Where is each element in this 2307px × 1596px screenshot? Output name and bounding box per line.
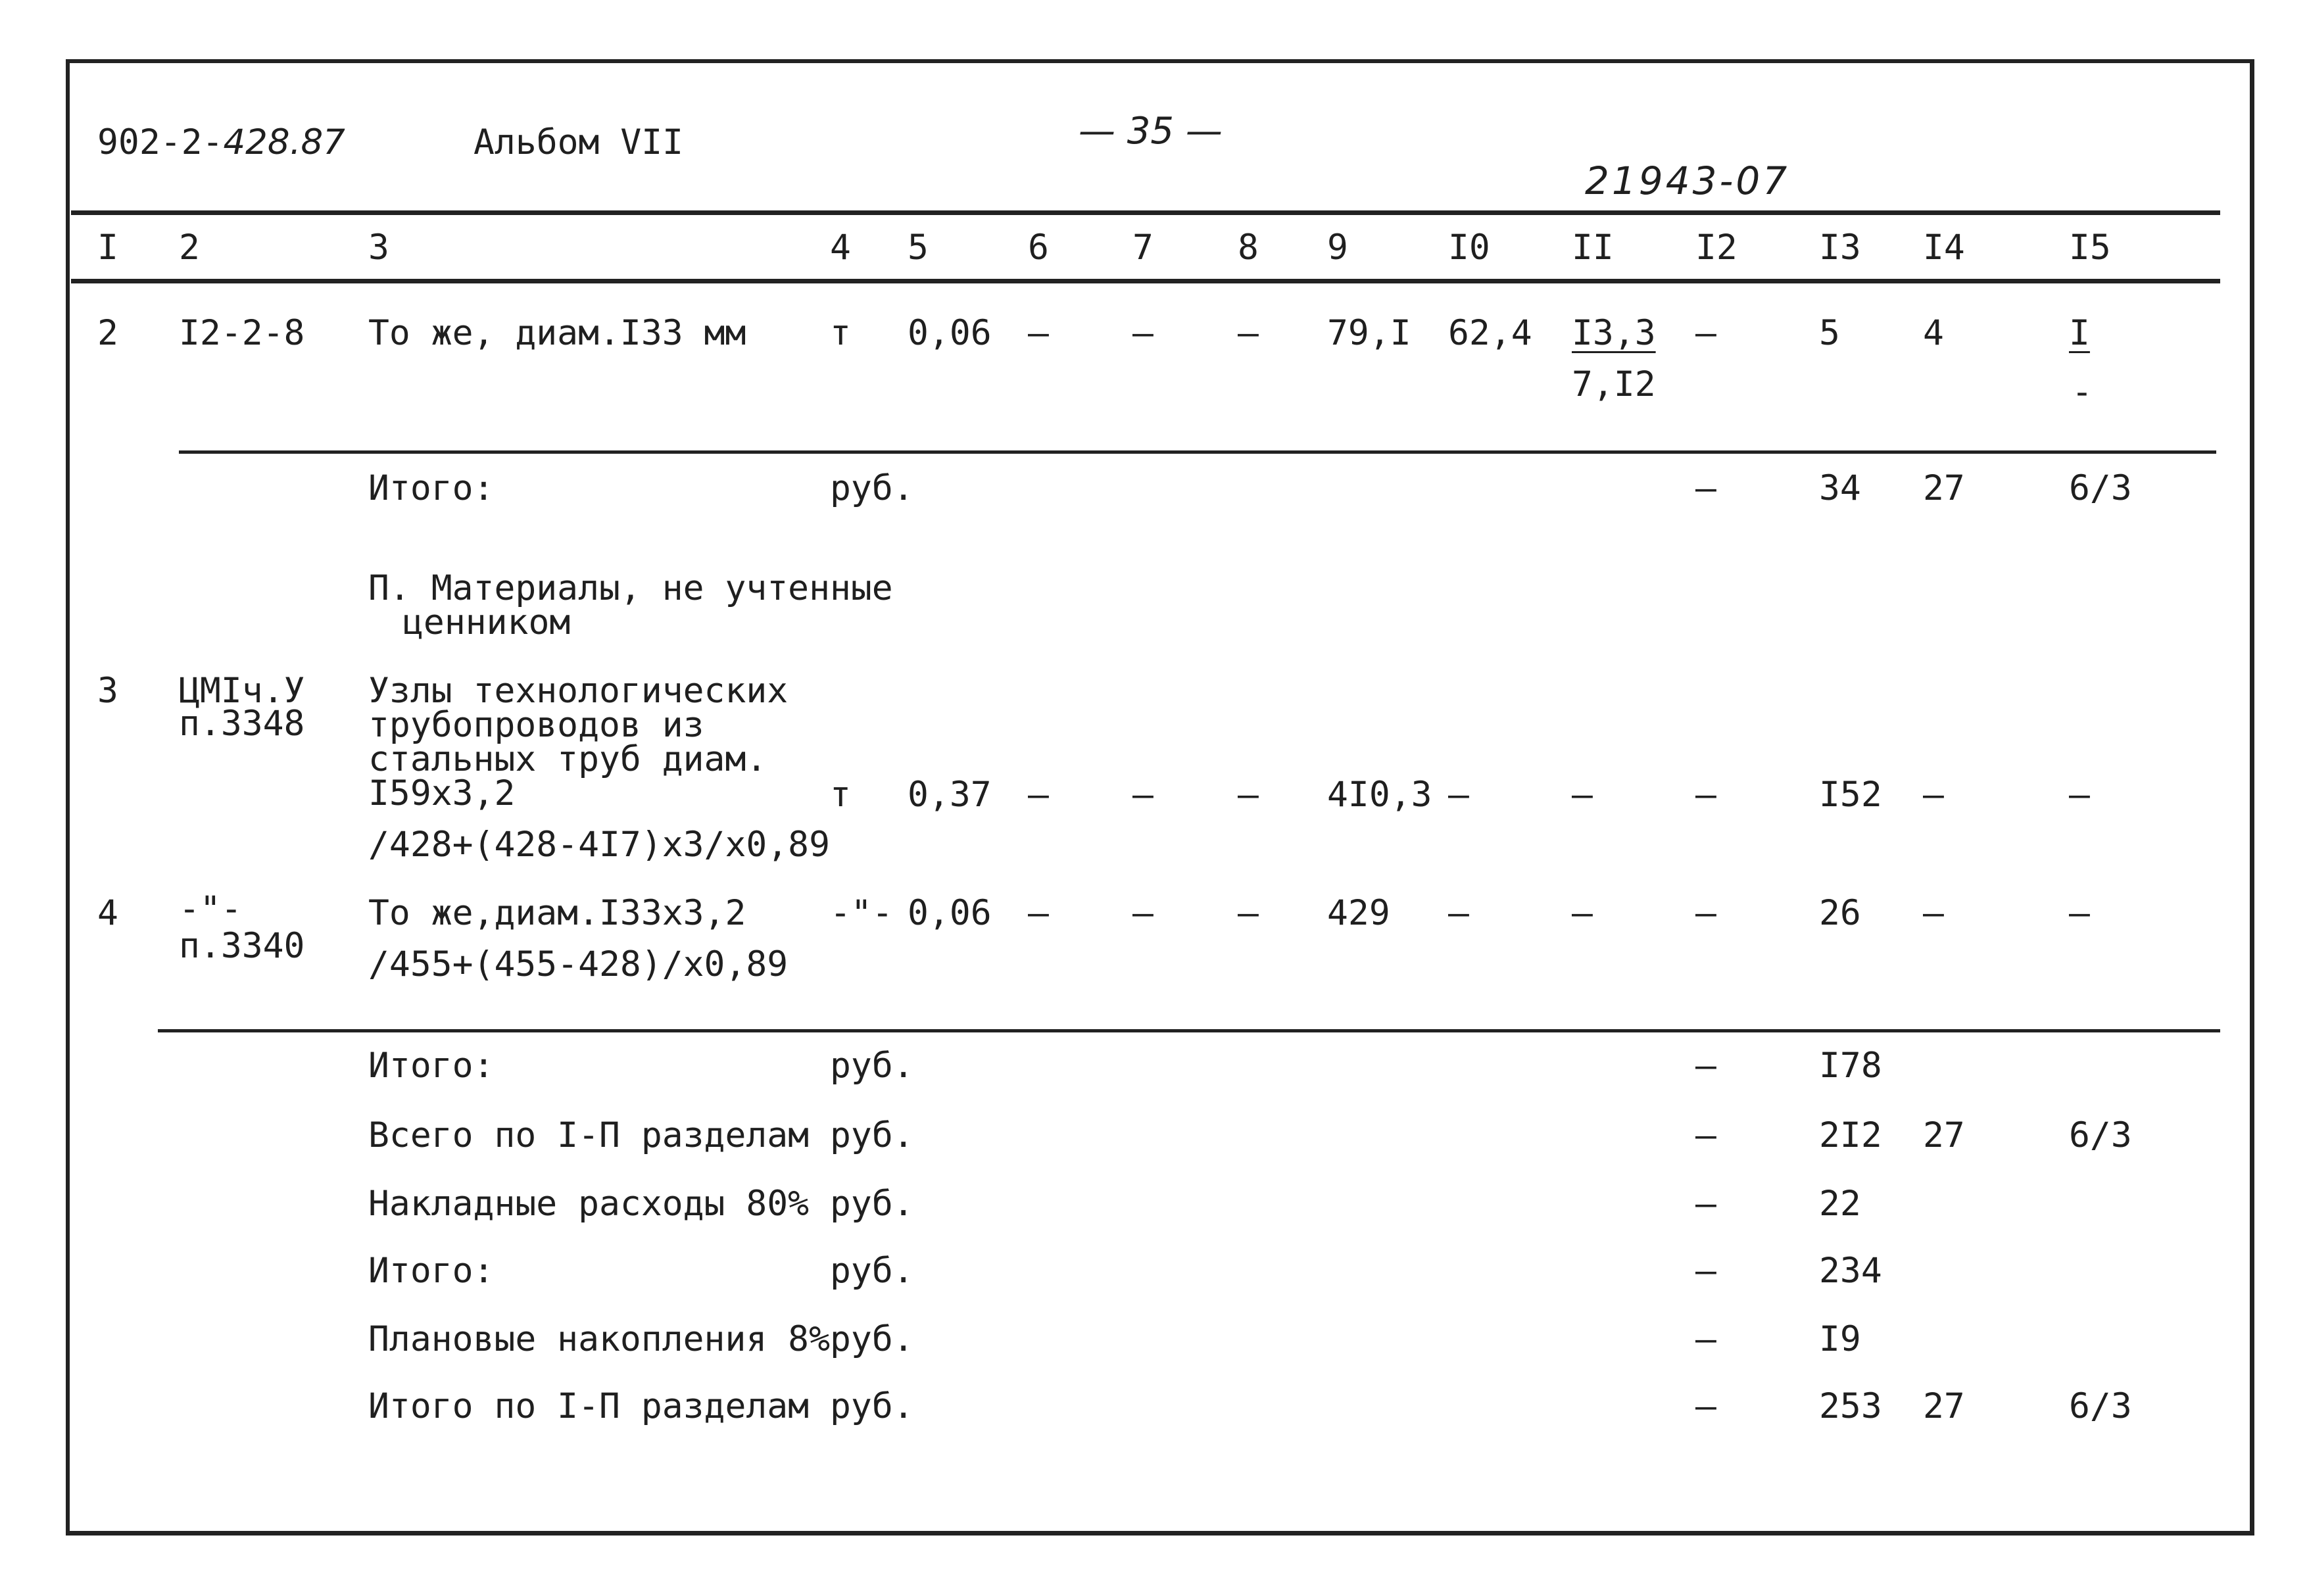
cell-12: –: [1695, 468, 1716, 508]
column-header: I4: [1923, 228, 1965, 268]
row-number: 4: [97, 893, 118, 933]
cell-11-bottom: 7,I2: [1572, 364, 1656, 404]
cell-13: 234: [1819, 1251, 1882, 1291]
section-divider: [158, 1029, 2220, 1032]
cell-13: 253: [1819, 1386, 1882, 1426]
cell-13: 26: [1819, 893, 1861, 933]
album-label: Альбом VII: [474, 122, 684, 162]
cell-8: –: [1238, 893, 1259, 933]
column-header: II: [1572, 228, 1614, 268]
cell-14: –: [1923, 893, 1944, 933]
cell-6: –: [1028, 893, 1049, 933]
cell-11: –: [1572, 893, 1593, 933]
total-unit: руб.: [830, 1319, 914, 1359]
cell-7: –: [1132, 893, 1154, 933]
quantity: 0,06: [908, 313, 992, 353]
section-heading-line1: П. Материалы, не учтенные: [368, 568, 893, 608]
total-label: Итого по I-П разделам: [368, 1386, 810, 1426]
cell-10: 62,4: [1448, 313, 1532, 353]
column-header: 3: [368, 228, 389, 268]
cell-14: 27: [1923, 1386, 1965, 1426]
item-name-line4: I59х3,2: [368, 773, 516, 813]
cell-13: I52: [1819, 775, 1882, 815]
total-unit: руб.: [830, 1046, 914, 1086]
cell-14: 4: [1923, 313, 1944, 353]
unit: т: [830, 313, 851, 353]
cell-12: –: [1695, 1184, 1716, 1224]
cell-13: 22: [1819, 1184, 1861, 1224]
cell-7: –: [1132, 313, 1154, 353]
item-name: То же,диам.I33х3,2: [368, 893, 746, 933]
cell-15-top: I: [2069, 313, 2090, 353]
price-code: I2-2-8: [179, 313, 305, 353]
column-header: 6: [1028, 228, 1049, 268]
cell-15: 6/3: [2069, 468, 2132, 508]
row-number: 3: [97, 671, 118, 711]
cell-8: –: [1238, 313, 1259, 353]
cell-12: –: [1695, 1319, 1716, 1359]
cell-15: –: [2069, 893, 2090, 933]
column-header: I3: [1819, 228, 1861, 268]
cell-6: –: [1028, 775, 1049, 815]
unit: т: [830, 775, 851, 815]
cell-12: –: [1695, 1046, 1716, 1086]
cell-8: –: [1238, 775, 1259, 815]
item-name-line3: стальных труб диам.: [368, 739, 767, 779]
cell-13: 5: [1819, 313, 1840, 353]
column-header: I0: [1448, 228, 1490, 268]
cell-13: I78: [1819, 1046, 1882, 1086]
cell-10: –: [1448, 893, 1469, 933]
section-heading-line2: ценником: [402, 602, 571, 642]
total-label: Плановые накопления 8%: [368, 1319, 830, 1359]
column-header: 9: [1327, 228, 1348, 268]
row-number: 2: [97, 313, 118, 353]
price-code-line2: п.3348: [179, 704, 305, 744]
quantity: 0,06: [908, 893, 992, 933]
price-code-line1: ЦМIч.У: [179, 671, 305, 711]
cell-6: –: [1028, 313, 1049, 353]
column-header: 8: [1238, 228, 1259, 268]
subtotal-unit: руб.: [830, 468, 914, 508]
column-header: I2: [1695, 228, 1737, 268]
cell-12: –: [1695, 1115, 1716, 1155]
cell-15: 6/3: [2069, 1386, 2132, 1426]
item-name-line2: трубопроводов из: [368, 705, 704, 745]
cell-11: –: [1572, 775, 1593, 815]
cell-13: 2I2: [1819, 1115, 1882, 1155]
column-header: 5: [908, 228, 929, 268]
cell-12: –: [1695, 1386, 1716, 1426]
item-name-line1: Узлы технологических: [368, 671, 789, 711]
unit: -"-: [830, 893, 893, 933]
cell-12: –: [1695, 313, 1716, 353]
column-header: I: [97, 228, 118, 268]
price-formula: /455+(455-428)/х0,89: [368, 944, 789, 984]
total-unit: руб.: [830, 1115, 914, 1155]
cell-9: 429: [1327, 893, 1390, 933]
cell-12: –: [1695, 775, 1716, 815]
price-formula: /428+(428-4I7)х3/х0,89: [368, 825, 830, 865]
cell-12: –: [1695, 893, 1716, 933]
price-code-line2: п.3340: [179, 926, 305, 966]
cell-14: 27: [1923, 1115, 1965, 1155]
column-header: 2: [179, 228, 200, 268]
cell-13: I9: [1819, 1319, 1861, 1359]
header-rule-bottom: [71, 279, 2220, 283]
cell-7: –: [1132, 775, 1154, 815]
total-unit: руб.: [830, 1251, 914, 1291]
cell-10: –: [1448, 775, 1469, 815]
header-rule-top: [71, 210, 2220, 215]
cell-15-bottom: -: [2072, 372, 2093, 412]
cell-9: 4I0,3: [1327, 775, 1432, 815]
total-label: Итого:: [368, 1046, 495, 1086]
column-header: I5: [2069, 228, 2111, 268]
quantity: 0,37: [908, 775, 992, 815]
cell-11-top: I3,3: [1572, 313, 1656, 353]
cell-13: 34: [1819, 468, 1861, 508]
cell-15: 6/3: [2069, 1115, 2132, 1155]
total-label: Итого:: [368, 1251, 495, 1291]
document-code-handwritten: 428.87: [223, 122, 345, 162]
column-header: 4: [830, 228, 851, 268]
total-unit: руб.: [830, 1184, 914, 1224]
cell-14: 27: [1923, 468, 1965, 508]
item-name: То же, диам.I33 мм: [368, 313, 746, 353]
cell-12: –: [1695, 1251, 1716, 1291]
total-unit: руб.: [830, 1386, 914, 1426]
cell-15: –: [2069, 775, 2090, 815]
total-label: Накладные расходы 80%: [368, 1184, 810, 1224]
cell-14: –: [1923, 775, 1944, 815]
section-divider: [179, 450, 2216, 454]
column-header: 7: [1132, 228, 1154, 268]
cell-9: 79,I: [1327, 313, 1411, 353]
total-label: Всего по I-П разделам: [368, 1115, 810, 1155]
subtotal-label: Итого:: [368, 468, 495, 508]
stamp-number: 21943-07: [1585, 158, 1790, 203]
document-code-printed: 902-2-: [97, 122, 224, 162]
price-code-line1: -"-: [179, 889, 242, 929]
page-number: — 35 —: [1079, 110, 1223, 153]
document-code: [97, 122, 345, 162]
